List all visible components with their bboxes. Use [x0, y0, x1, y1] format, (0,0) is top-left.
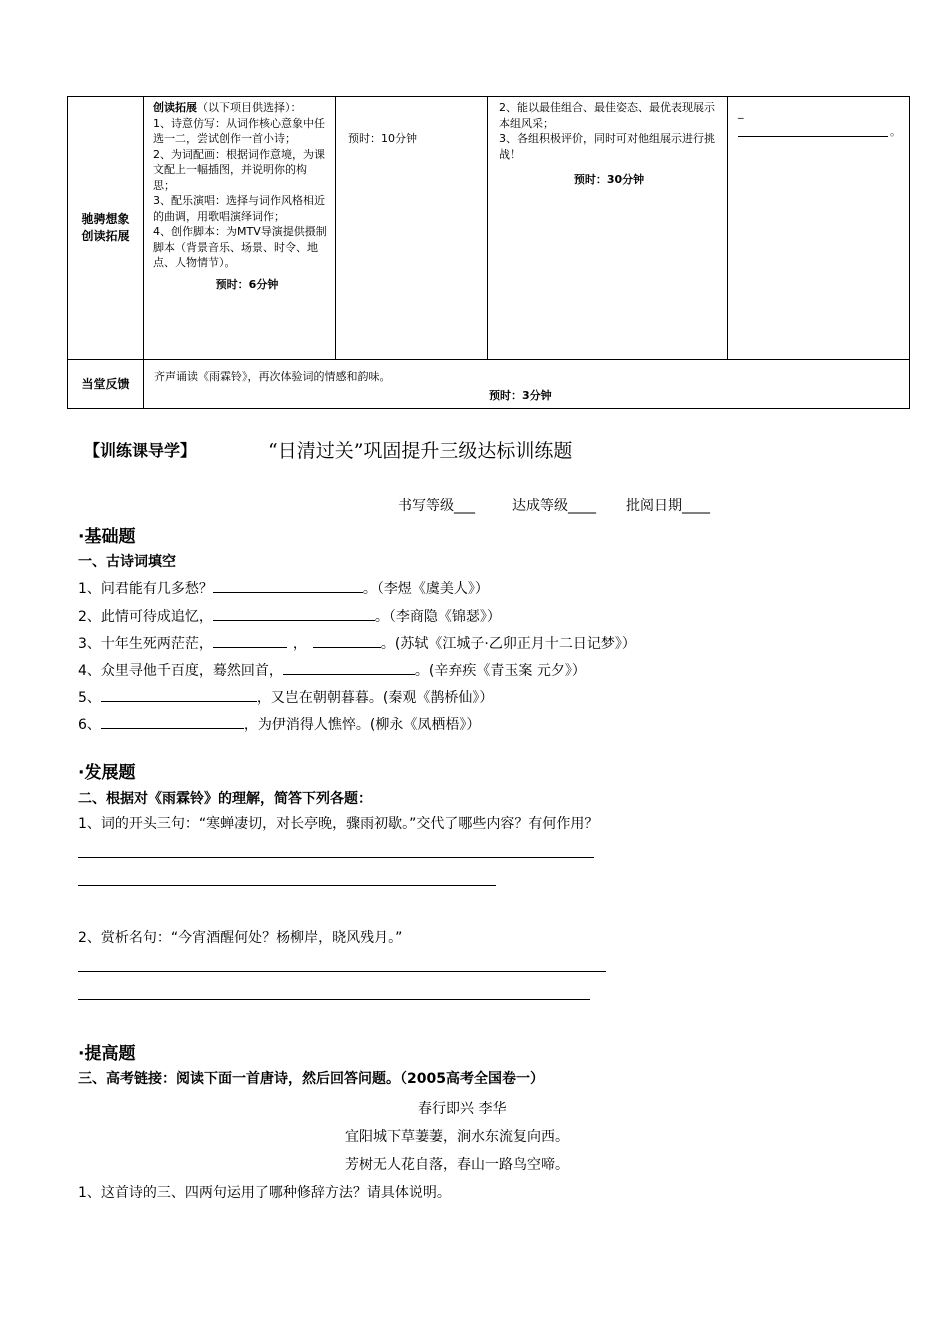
activity-item: 4、创作脚本：为MTV导演提供摄制脚本（背景音乐、场景、时令、地点、人物情节）。: [153, 225, 327, 269]
poem-line: 宜阳城下草萋萋，涧水东流复向西。: [345, 1129, 569, 1145]
fill-question-1: [78, 578, 489, 598]
answer-line[interactable]: [78, 885, 496, 886]
advance-heading: ·提高题: [78, 1044, 136, 1064]
lesson-table: [67, 96, 910, 409]
answer-blank[interactable]: [101, 714, 244, 729]
notes-underline: [738, 136, 888, 137]
table-row-expand: [68, 97, 910, 360]
answer-blank[interactable]: [313, 633, 381, 648]
poem-title: 春行即兴 李华: [418, 1101, 507, 1117]
presentation-cell: [488, 97, 728, 360]
feedback-time: 预时：3分钟: [489, 388, 552, 402]
activity-heading: 创读拓展: [153, 101, 197, 114]
presentation-item: 2、能以最佳组合、最佳姿态、最优表现展示本组风采；: [499, 101, 715, 130]
presentation-time: 预时：30分钟: [573, 173, 645, 186]
q1-prompt: 1、问君能有几多愁？: [78, 581, 213, 597]
advance-question-1: 1、这首诗的三、四两句运用了哪种修辞方法？请具体说明。: [78, 1185, 451, 1201]
develop-heading: ·发展题: [78, 763, 136, 783]
activity-item: 3、配乐演唱：选择与词作风格相近的曲调，用歌唱演绎词作；: [153, 194, 325, 223]
answer-blank[interactable]: [101, 687, 257, 702]
fill-question-2: [78, 606, 501, 626]
q2-source: 。（李商隐《锦瑟》）: [374, 609, 501, 625]
presentation-item: 3、各组积极评价，同时可对他组展示进行挑战！: [499, 132, 715, 161]
page-title: “日清过关”巩固提升三级达标训练题: [268, 440, 573, 462]
fill-question-4: [78, 660, 586, 680]
q5-source: ，又岂在朝朝暮暮。(秦观《鹊桥仙》）: [256, 690, 494, 706]
q6-number: 6、: [78, 717, 101, 733]
training-tag: 【训练课导学】: [84, 441, 197, 460]
feedback-text: 齐声诵读《雨霖铃》，再次体验词的情感和韵味。: [154, 370, 391, 383]
review-date: 批阅日期____: [626, 498, 710, 514]
notes-cell: [728, 97, 910, 360]
q3-source: 。(苏轼《江城子·乙卯正月十二日记梦》）: [380, 636, 636, 652]
basic-section: 一、古诗词填空: [78, 554, 176, 570]
q6-source: ，为伊消得人憔悴。(柳永《凤栖梧》）: [243, 717, 481, 733]
answer-blank[interactable]: [283, 660, 415, 675]
notes-mark-period: 。: [890, 124, 901, 138]
develop-section: 二、根据对《雨霖铃》的理解，简答下列各题：: [78, 791, 372, 807]
grade-reach: 达成等级____: [512, 498, 596, 514]
q4-prompt: 4、众里寻他千百度，蓦然回首，: [78, 663, 283, 679]
activity-item: 2、为词配画：根据词作意境，为课文配上一幅插图，并说明你的构思；: [153, 147, 325, 192]
answer-line[interactable]: [78, 971, 606, 972]
grade-write: 书写等级___: [398, 498, 475, 514]
answer-line[interactable]: [78, 857, 594, 858]
activity-heading-note: （以下项目供选择）：: [197, 101, 302, 114]
q1-source: 。（李煜《虞美人》）: [362, 581, 489, 597]
feedback-cell: [144, 360, 910, 409]
advance-section: 三、高考链接：阅读下面一首唐诗，然后回答问题。（2005高考全国卷一）: [78, 1071, 544, 1087]
fill-question-3: [78, 633, 636, 653]
row-label-expand: [68, 97, 144, 360]
activity-time: 预时：6分钟: [215, 277, 279, 291]
develop-question-2: 2、赏析名句：“今宵酒醒何处？杨柳岸，晓风残月。”: [78, 930, 403, 946]
answer-blank[interactable]: [213, 606, 375, 621]
prep-time-cell: [336, 97, 488, 360]
answer-line[interactable]: [78, 999, 590, 1000]
fill-question-5: [78, 687, 493, 707]
answer-blank[interactable]: [213, 633, 287, 648]
table-row-feedback: [68, 360, 910, 409]
notes-mark-dash: _: [738, 106, 744, 119]
basic-heading: ·基础题: [78, 527, 136, 547]
prep-time: 预时：10分钟: [348, 132, 417, 145]
row-label-line2: 创读拓展: [81, 229, 130, 243]
q2-prompt: 2、此情可待成追忆，: [78, 609, 213, 625]
develop-question-1: 1、词的开头三句：“寒蝉凄切，对长亭晚，骤雨初歇。”交代了哪些内容？有何作用？: [78, 816, 599, 832]
fill-question-6: [78, 714, 480, 734]
row-label-line1: 驰骋想象: [81, 212, 130, 226]
q4-source: 。(辛弃疾《青玉案 元夕》）: [414, 663, 586, 679]
q3-comma: ，: [292, 636, 307, 652]
row-label-feedback: 当堂反馈: [68, 360, 144, 409]
activity-item: 1、诗意仿写：从词作核心意象中任选一二，尝试创作一首小诗；: [153, 116, 325, 145]
q3-prompt: 3、十年生死两茫茫，: [78, 636, 213, 652]
activity-options-cell: [144, 97, 336, 360]
poem-line: 芳树无人花自落，春山一路鸟空啼。: [345, 1157, 569, 1173]
answer-blank[interactable]: [213, 578, 363, 593]
q5-number: 5、: [78, 690, 101, 706]
